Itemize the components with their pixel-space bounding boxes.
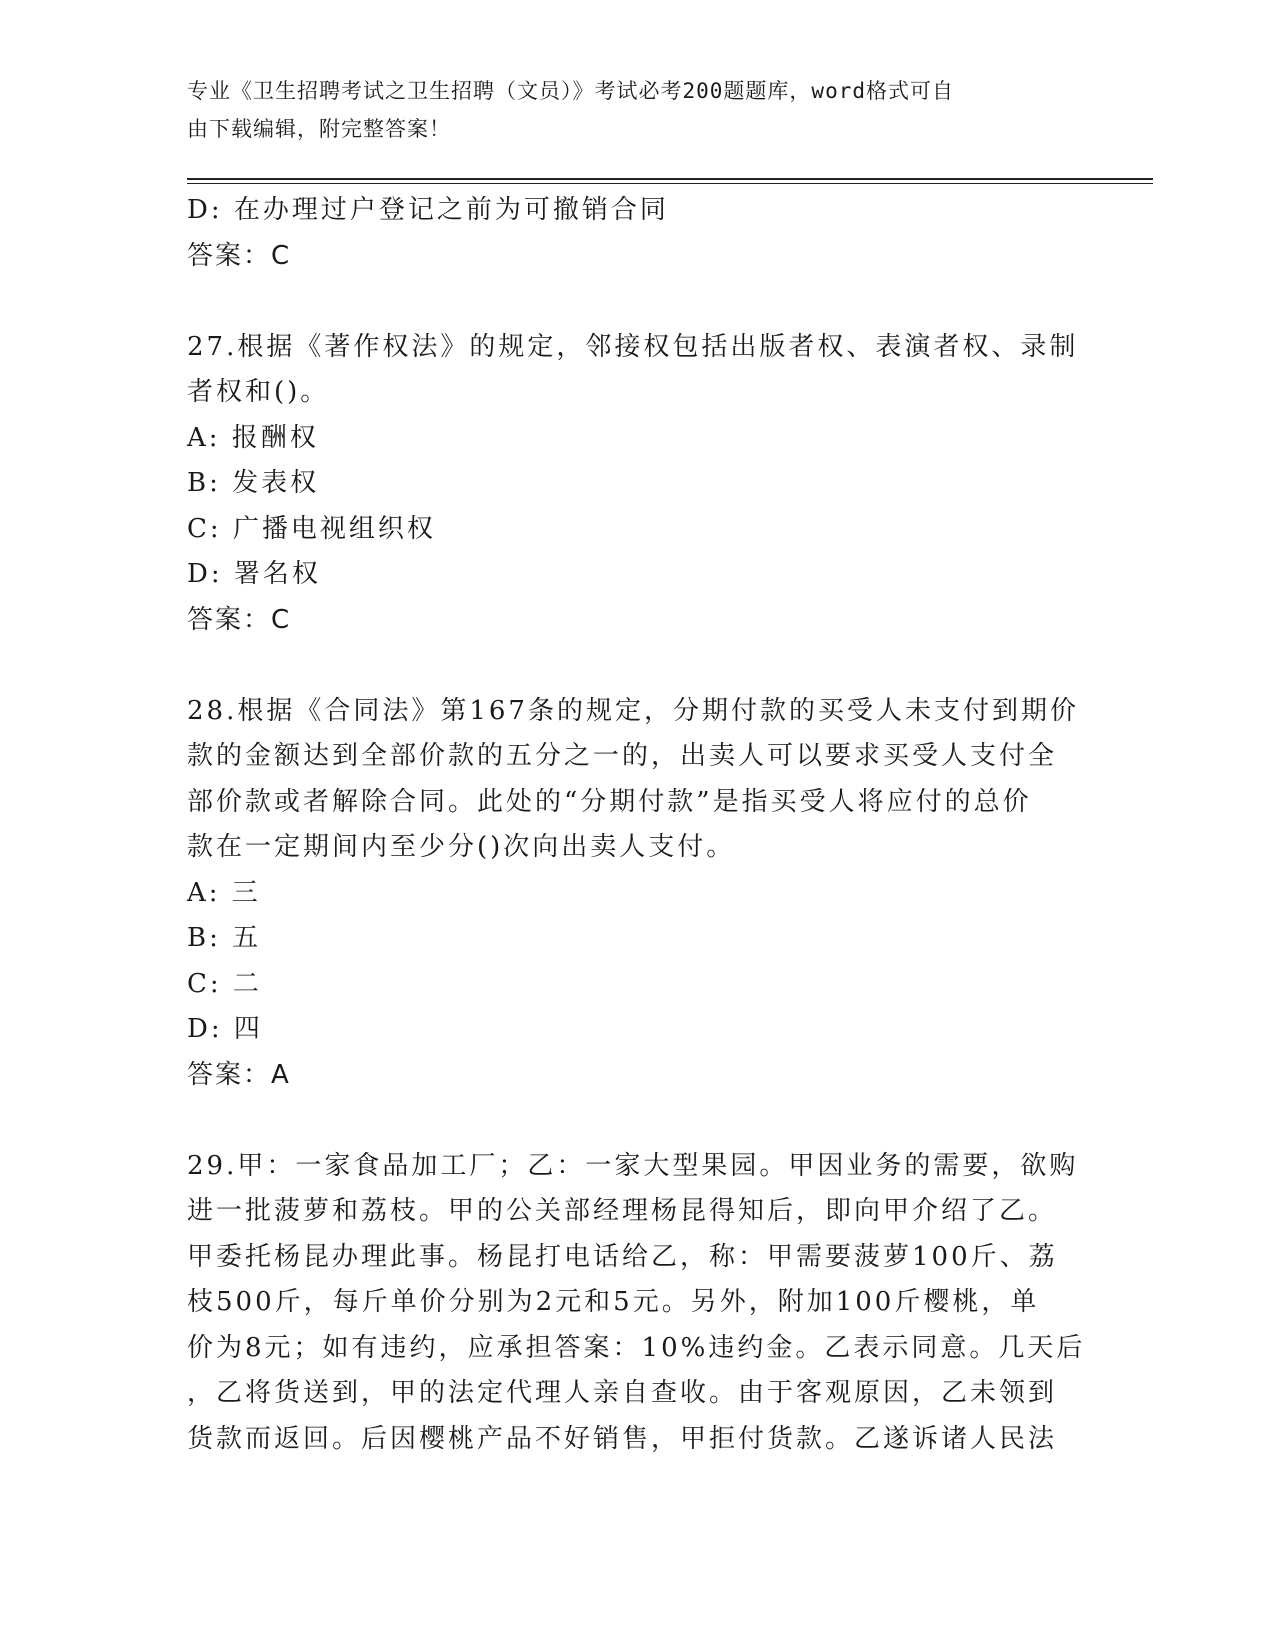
question-line: 进一批菠萝和荔枝。甲的公关部经理杨昆得知后，即向甲介绍了乙。 [187,1196,1058,1226]
question-29 [187,1144,1087,1463]
option-d: D: 在办理过户登记之前为可撤销合同 [187,195,669,225]
option-c: C: 广播电视组织权 [187,513,436,544]
header-divider-thick [187,178,1153,180]
answer-line: 答案：C [187,604,292,635]
page-header [187,72,1067,148]
question-line: 28.根据《合同法》第167条的规定，分期付款的买受人未支付到期价 [187,695,1079,726]
spacer [187,1098,1087,1144]
question-line: 者权和()。 [187,377,330,407]
spacer [187,643,1087,689]
header-line-1: 专业《卫生招聘考试之卫生招聘（文员）》考试必考200题题库，word格式可自 [187,79,954,103]
question-line: 部价款或者解除合同。此处的“分期付款”是指买受人将应付的总价 [187,786,1032,817]
option-a: A: 报酬权 [187,422,319,453]
option-b: B: 发表权 [187,468,320,498]
spacer [187,279,1087,325]
document-body [187,188,1087,1462]
option-a: A: 三 [187,877,261,908]
question-27 [187,325,1087,644]
question-text [187,689,1079,871]
question-line: 价为8元；如有违约，应承担答案：10%违约金。乙表示同意。几天后 [187,1332,1086,1363]
answer-line: 答案：C [187,240,292,271]
question-line: ，乙将货送到，甲的法定代理人亲自查收。由于客观原因，乙未领到 [187,1378,1058,1408]
header-divider-thin [187,183,1153,184]
option-d: D: 四 [187,1014,263,1044]
option-c: C: 二 [187,968,262,999]
question-line: 款在一定期间内至少分()次向出卖人支付。 [187,832,736,862]
option-b: B: 五 [187,923,262,953]
question-line: 29.甲：一家食品加工厂；乙：一家大型果园。甲因业务的需要，欲购 [187,1150,1079,1181]
question-line: 甲委托杨昆办理此事。杨昆打电话给乙，称：甲需要菠萝100斤、荔 [187,1241,1058,1272]
option-d: D: 署名权 [187,559,321,589]
question-text [187,1144,1086,1463]
header-line-2: 由下载编辑，附完整答案！ [187,117,451,141]
question-line: 枝500斤，每斤单价分别为2元和5元。另外，附加100斤樱桃，单 [187,1287,1040,1317]
question-26-tail [187,188,1087,279]
question-text [187,325,1079,416]
question-line: 27.根据《著作权法》的规定，邻接权包括出版者权、表演者权、录制 [187,331,1079,362]
question-line: 货款而返回。后因樱桃产品不好销售，甲拒付货款。乙遂诉诸人民法 [187,1423,1058,1454]
question-line: 款的金额达到全部价款的五分之一的，出卖人可以要求买受人支付全 [187,741,1058,771]
answer-line: 答案：A [187,1059,291,1090]
question-28 [187,689,1087,1099]
